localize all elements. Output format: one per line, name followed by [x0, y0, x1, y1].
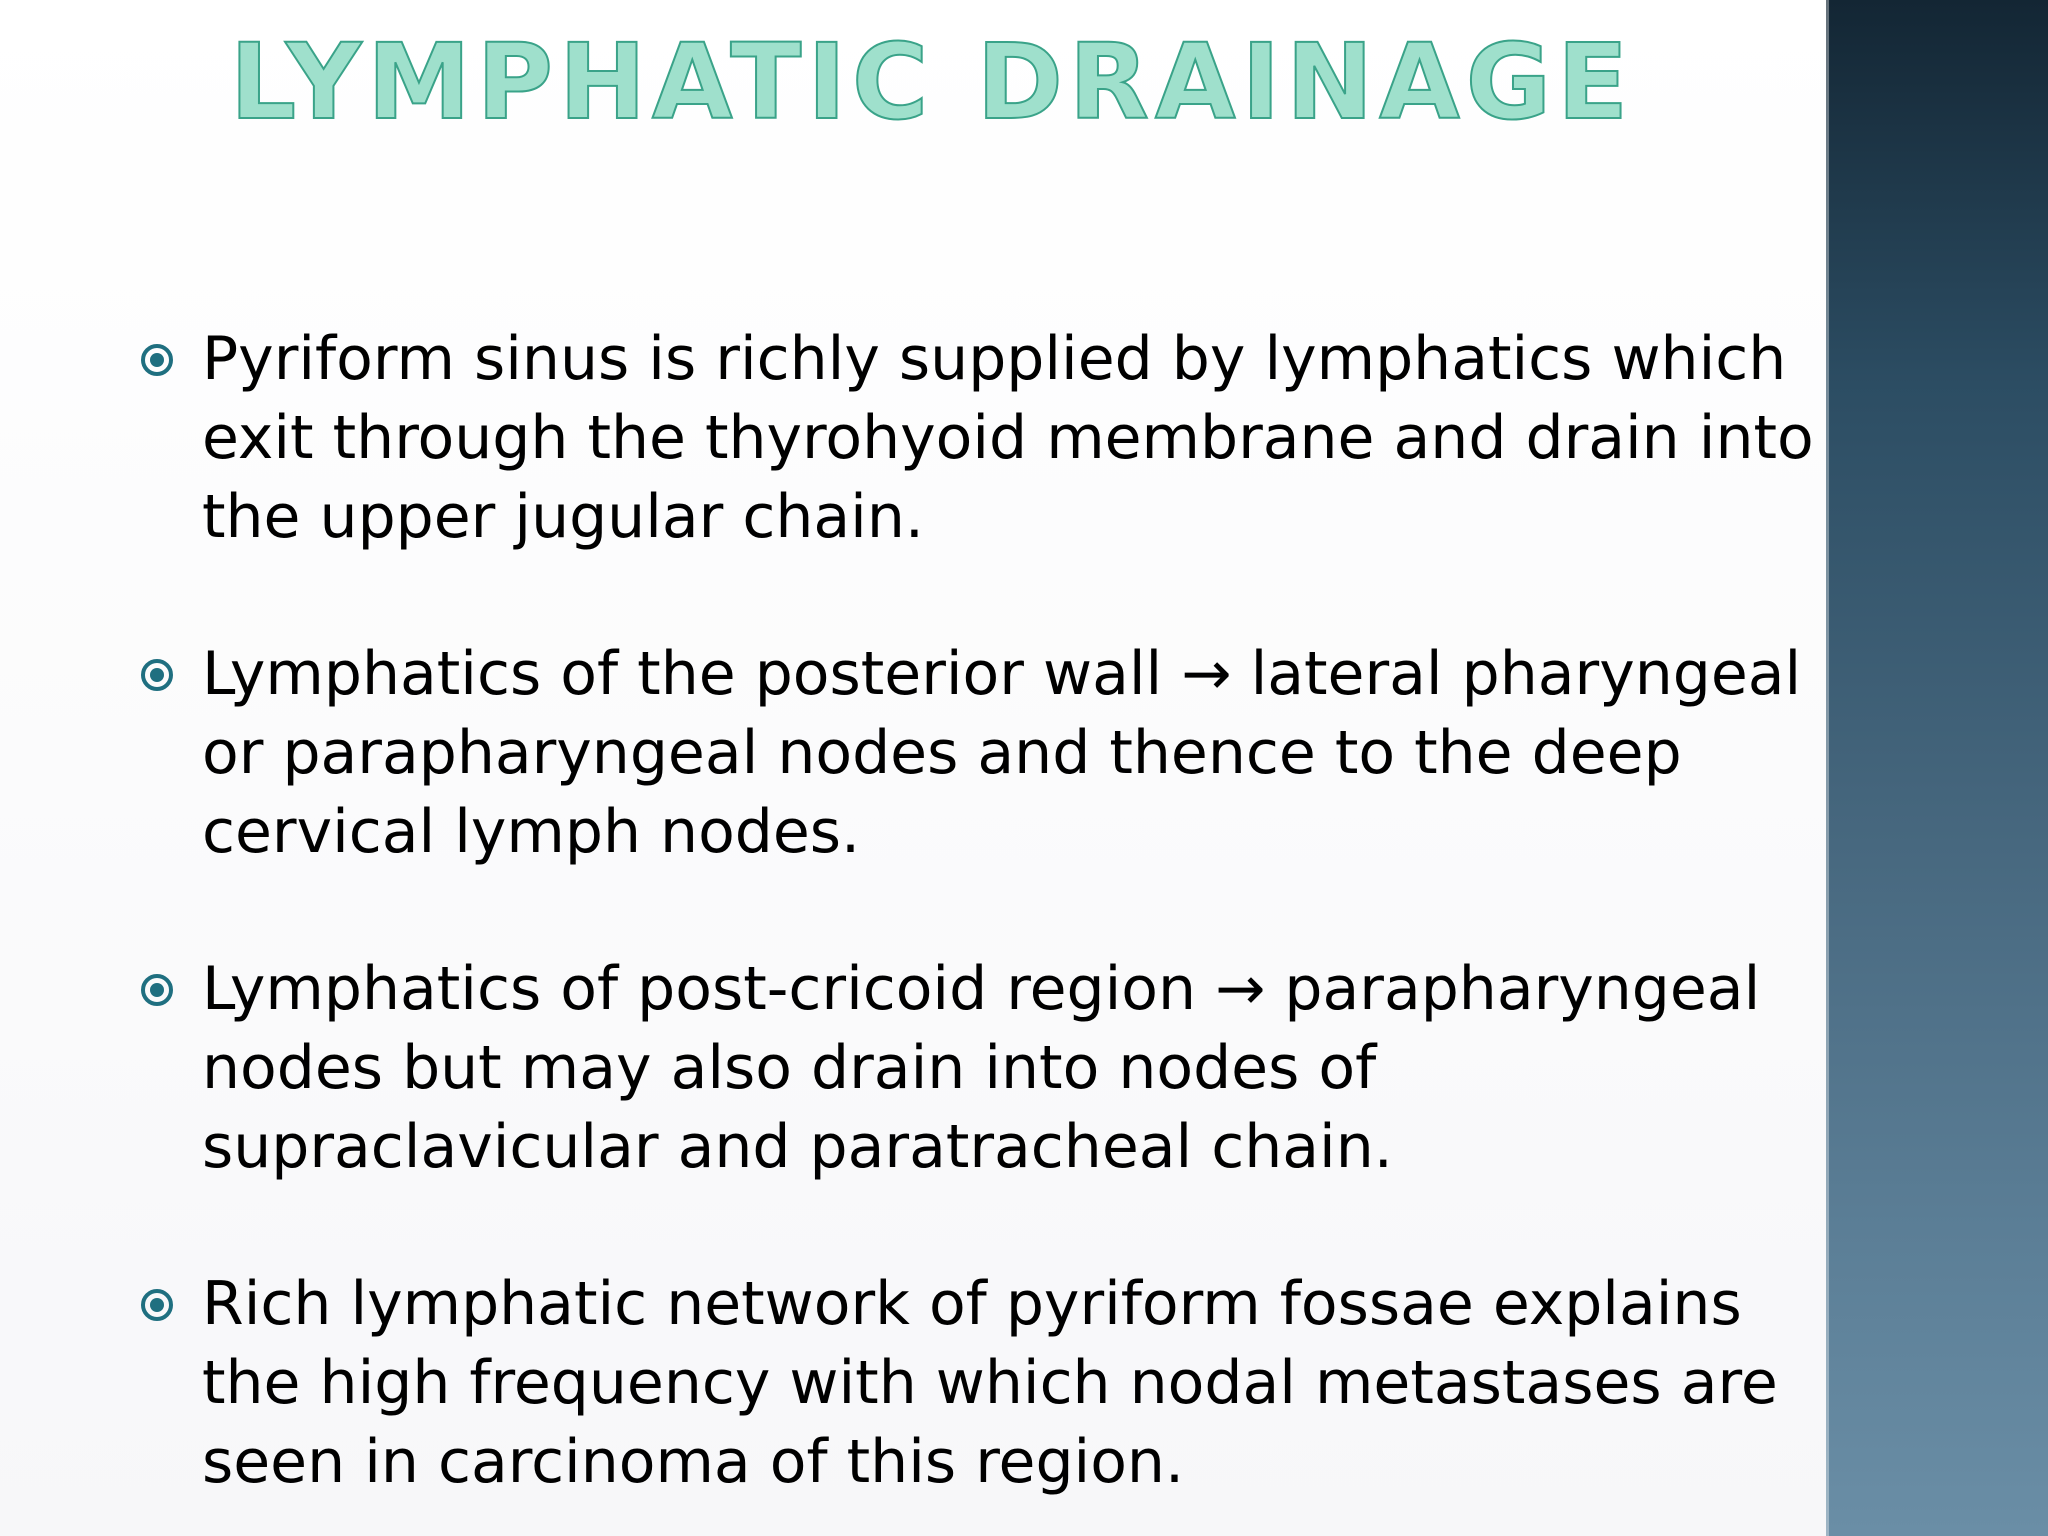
bullet-text: Lymphatics of the posterior wall → lateral pharyngeal or parapharyngeal nodes and thence to the deep cervical lymph nodes.: [202, 639, 1802, 867]
circled-dot-bullet-icon: [140, 658, 174, 692]
bullet-text: Rich lymphatic network of pyriform fossae explains the high frequency with which nodal metastases are seen in carcinoma of this region.: [202, 1269, 1778, 1497]
bullet-text: Pyriform sinus is richly supplied by lymphatics which exit through the thyrohyoid membrane and drain into the upper jugular chain.: [202, 324, 1814, 552]
circled-dot-bullet-icon: [140, 973, 174, 1007]
bullet-text: Lymphatics of post-cricoid region → parapharyngeal nodes but may also drain into nodes of supraclavicular and paratracheal chain.: [202, 954, 1761, 1182]
bullet-item: [140, 635, 1830, 872]
bullet-item: [140, 950, 1830, 1187]
bullet-list: [140, 320, 1830, 1536]
bullet-item: [140, 1265, 1830, 1502]
bullet-item: [140, 320, 1830, 557]
circled-dot-bullet-icon: [140, 343, 174, 377]
circled-dot-bullet-icon: [140, 1288, 174, 1322]
slide-title: LYMPHATIC DRAINAGE: [229, 21, 1635, 143]
decorative-side-panel: [1826, 0, 2048, 1536]
